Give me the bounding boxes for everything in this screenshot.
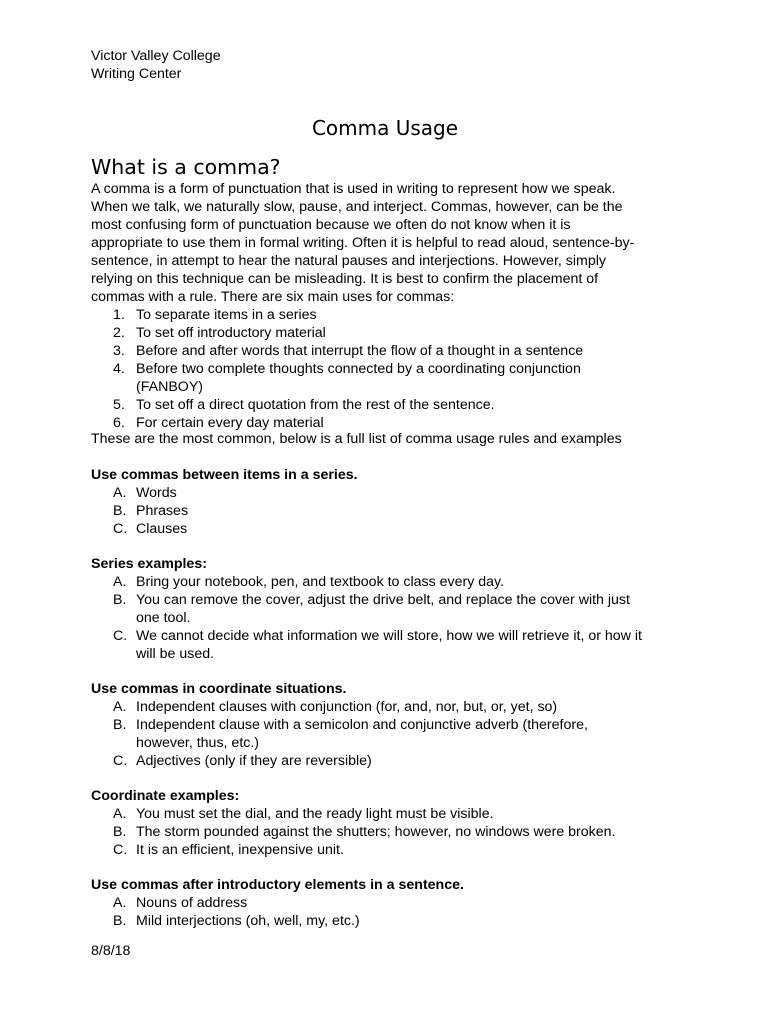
list-item — [91, 823, 691, 841]
list-marker: 3. — [113, 343, 125, 359]
list-item — [91, 752, 691, 770]
list-item-text: To separate items in a series — [136, 307, 317, 323]
intro-line: commas with a rule. There are six main uses for commas: — [91, 289, 455, 305]
section-heading: What is a comma? — [91, 155, 281, 179]
list-marker: 4. — [113, 361, 125, 377]
list-item-text: will be used. — [136, 646, 215, 662]
intro-line: A comma is a form of punctuation that is used in writing to represent how we speak. — [91, 181, 616, 197]
main-uses-list — [91, 306, 691, 432]
list-item-text: Nouns of address — [136, 895, 248, 911]
list-item — [91, 627, 691, 663]
list-item — [91, 894, 691, 912]
list-item-text: We cannot decide what information we will store, how we will retrieve it, or how it — [136, 628, 642, 644]
intro-line: appropriate to use them in formal writing. Often it is helpful to read aloud, sentence-by- — [91, 235, 635, 251]
summary-text: These are the most common, below is a full list of comma usage rules and examples — [91, 431, 622, 447]
list-item — [91, 502, 691, 520]
list-item-text: Independent clause with a semicolon and conjunctive adverb (therefore, — [136, 717, 588, 733]
rule-list — [91, 894, 691, 930]
list-item — [91, 805, 691, 823]
list-item-text: one tool. — [136, 610, 191, 626]
list-item — [91, 591, 691, 627]
list-item — [91, 484, 691, 502]
intro-line: relying on this technique can be misleading. It is best to confirm the placement of — [91, 271, 599, 287]
intro-line: When we talk, we naturally slow, pause, and interject. Commas, however, can be the — [91, 199, 623, 215]
examples-heading: Coordinate examples: — [91, 788, 240, 804]
list-item-text: For certain every day material — [136, 415, 324, 431]
list-item-text: Before and after words that interrupt the flow of a thought in a sentence — [136, 343, 584, 359]
list-marker: C. — [113, 842, 128, 858]
list-item — [91, 360, 691, 396]
list-marker: A. — [113, 699, 127, 715]
list-item — [91, 573, 691, 591]
list-marker: C. — [113, 521, 128, 537]
list-marker: 2. — [113, 325, 125, 341]
rule-list — [91, 698, 691, 770]
list-marker: A. — [113, 574, 127, 590]
examples-list — [91, 573, 691, 663]
list-item-text: The storm pounded against the shutters; however, no windows were broken. — [136, 824, 616, 840]
intro-line: most confusing form of punctuation because we often do not know when it is — [91, 217, 571, 233]
list-marker: A. — [113, 485, 127, 501]
list-marker: C. — [113, 628, 128, 644]
rule-list — [91, 484, 691, 538]
list-item — [91, 698, 691, 716]
org-department: Writing Center — [91, 66, 182, 82]
list-item-text: Independent clauses with conjunction (for, and, nor, but, or, yet, so) — [136, 699, 558, 715]
list-item-text: Before two complete thoughts connected by a coordinating conjunction — [136, 361, 581, 377]
intro-paragraph — [91, 180, 651, 306]
list-item-text: Mild interjections (oh, well, my, etc.) — [136, 913, 360, 929]
list-marker: 1. — [113, 307, 125, 323]
page-title: Comma Usage — [311, 116, 459, 140]
list-item-text: Clauses — [136, 521, 188, 537]
examples-list — [91, 805, 691, 859]
list-marker: B. — [113, 503, 127, 519]
list-item — [91, 342, 691, 360]
list-item — [91, 396, 691, 414]
list-item-text: however, thus, etc.) — [136, 735, 260, 751]
list-marker: B. — [113, 717, 127, 733]
list-marker: B. — [113, 913, 127, 929]
list-item-text: It is an efficient, inexpensive unit. — [136, 842, 344, 858]
org-name: Victor Valley College — [91, 48, 221, 64]
rule-heading: Use commas in coordinate situations. — [91, 681, 347, 697]
list-marker: C. — [113, 753, 128, 769]
list-item-text: You must set the dial, and the ready light must be visible. — [136, 806, 494, 822]
list-item-text: (FANBOY) — [136, 379, 204, 395]
list-item — [91, 716, 691, 752]
list-item-text: Words — [136, 485, 177, 501]
list-item-text: You can remove the cover, adjust the drive belt, and replace the cover with just — [136, 592, 630, 608]
list-item — [91, 520, 691, 538]
list-item — [91, 324, 691, 342]
list-marker: A. — [113, 806, 127, 822]
list-marker: B. — [113, 824, 127, 840]
intro-line: sentence, in attempt to hear the natural pauses and interjections. However, simply — [91, 253, 606, 269]
list-item-text: Phrases — [136, 503, 189, 519]
rule-heading: Use commas after introductory elements in a sentence. — [91, 877, 464, 893]
list-marker: A. — [113, 895, 127, 911]
examples-heading: Series examples: — [91, 556, 207, 572]
list-item-text: To set off a direct quotation from the rest of the sentence. — [136, 397, 495, 413]
footer-date: 8/8/18 — [91, 943, 131, 959]
rule-heading: Use commas between items in a series. — [91, 467, 358, 483]
list-marker: 6. — [113, 415, 125, 431]
list-item-text: Adjectives (only if they are reversible) — [136, 753, 372, 769]
list-item-text: To set off introductory material — [136, 325, 326, 341]
list-item — [91, 841, 691, 859]
list-item — [91, 306, 691, 324]
list-marker: 5. — [113, 397, 125, 413]
list-item — [91, 912, 691, 930]
list-marker: B. — [113, 592, 127, 608]
list-item-text: Bring your notebook, pen, and textbook to class every day. — [136, 574, 505, 590]
